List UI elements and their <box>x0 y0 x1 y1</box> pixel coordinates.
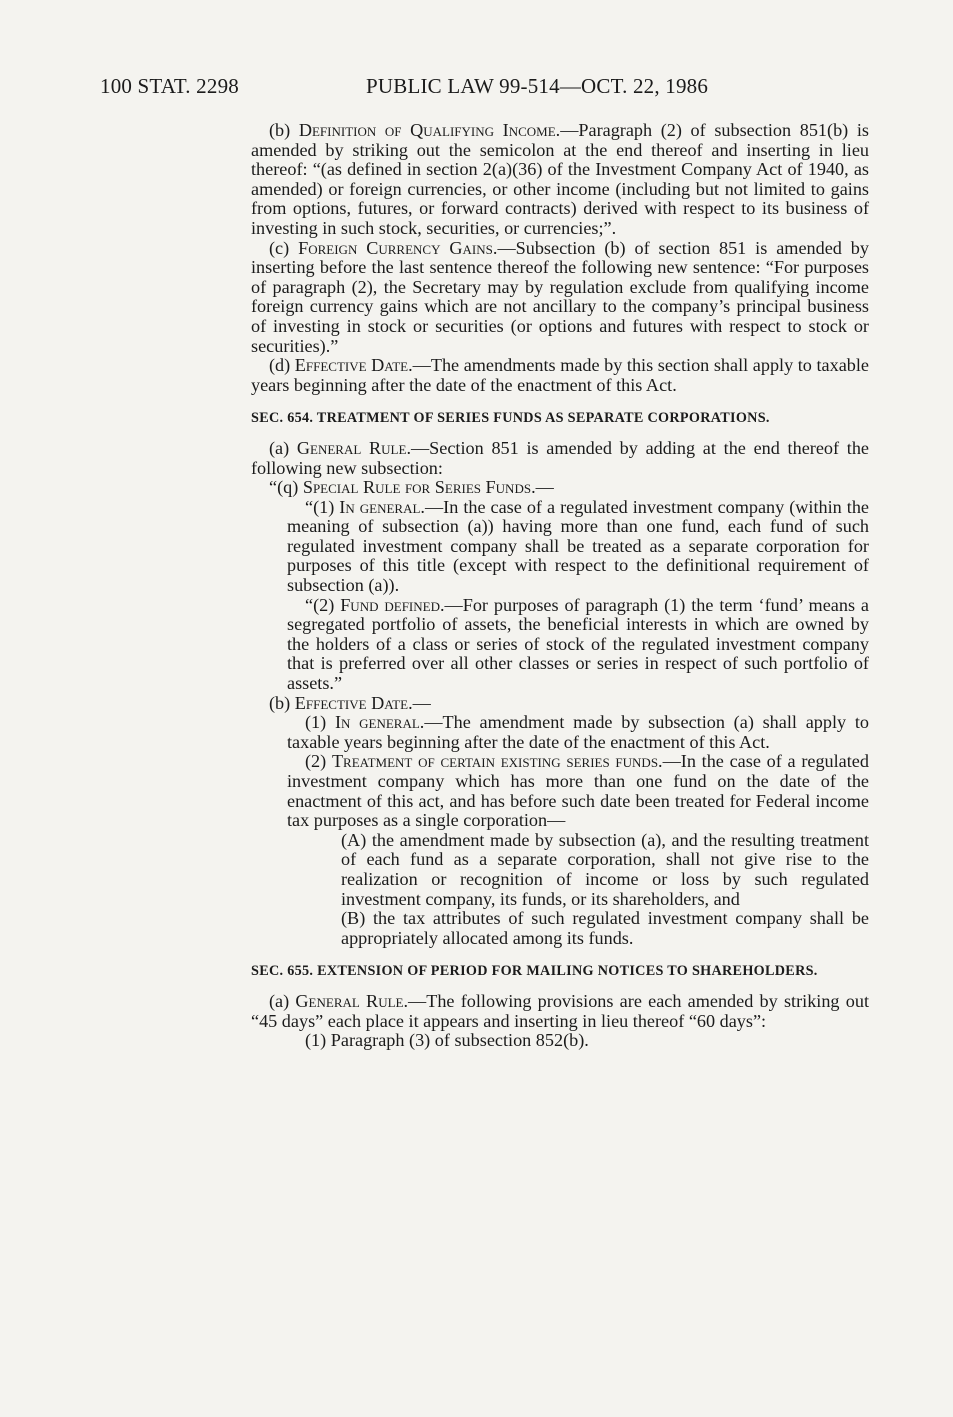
running-title: PUBLIC LAW 99-514—OCT. 22, 1986 <box>366 74 709 98</box>
heading-effective-date-654: Effective Date <box>294 692 409 713</box>
heading-treatment-existing-series-funds: Treatment of certain existing series funds <box>331 751 659 772</box>
paragraph-b2-existing-series-funds: (2) Treatment of certain existing series funds.—In the case of a regulated investment company which has more than one fund on the date of the enactment of this act, and has before such date been treated for Federal income tax purposes as a single corporation— <box>287 751 869 831</box>
heading-b1-in-general: In general <box>334 712 420 733</box>
paragraph-b-effective-date: (b) Effective Date.— <box>269 692 431 713</box>
paragraph-a-general-rule: (a) General Rule.—Section 851 is amended by adding at the end thereof the following new subsection: <box>251 437 869 478</box>
paragraph-d-effective-date: (d) Effective Date.—The amendments made by this section shall apply to taxable years beginning after the date of the enactment of this Act. <box>251 355 869 395</box>
paragraph-q-series-funds: “(q) Special Rule for Series Funds.— <box>269 477 554 498</box>
heading-definition-of-qualifying-income: Definition of Qualifying Income <box>298 120 556 140</box>
paragraph-b-definition: (b) Definition of Qualifying Income.—Paragraph (2) of subsection 851(b) is amended by striking out the semicolon at the end thereof and inserting in lieu thereof: “(as defined in section 2(a)(36) of the Investment Company Act of 1940, as amended) or foreign currencies, or other income (including but not limited to gains from options, futures, or forward contracts) derived with respect to its business of investing in such stock, securities, or currencies;”. <box>251 120 869 238</box>
section-655-heading: SEC. 655. EXTENSION OF PERIOD FOR MAILING NOTICES TO SHAREHOLDERS. <box>251 963 818 980</box>
paragraph-c-foreign-currency: (c) Foreign Currency Gains.—Subsection (b) of section 851 is amended by inserting before the last sentence thereof the following new sentence: “For purposes of paragraph (2), the Secretary may by regulation exclude from qualifying income foreign currency gains which are not ancillary to the company’s principal business of investing in stock or securities (or options and futures with respect to stock or securities).” <box>251 237 869 356</box>
subparagraph-B: (B) the tax attributes of such regulated investment company shall be appropriately allocated among its funds. <box>341 908 869 948</box>
paragraph-b1-in-general: (1) In general.—The amendment made by subsection (a) shall apply to taxable years beginning after the date of the enactment of this Act. <box>287 712 869 752</box>
heading-general-rule: General Rule <box>296 437 407 458</box>
section-654-heading: SEC. 654. TREATMENT OF SERIES FUNDS AS SEPARATE CORPORATIONS. <box>251 410 770 427</box>
document-body <box>251 121 869 1051</box>
subparagraph-A: (A) the amendment made by subsection (a), and the resulting treatment of each fund as a separate corporation, shall not give rise to the realization or recognition of income or loss by such regulated investment company, its funds, or its shareholders, and <box>341 829 869 909</box>
heading-special-rule-series-funds: Special Rule for Series Funds <box>302 477 532 498</box>
heading-foreign-currency-gains: Foreign Currency Gains <box>298 237 493 258</box>
heading-fund-defined: Fund defined <box>340 594 440 615</box>
paragraph-a-655-general-rule: (a) General Rule.—The following provisions are each amended by striking out “45 days” each place it appears and inserting in lieu thereof “60 days”: <box>251 990 870 1031</box>
paragraph-655-1: (1) Paragraph (3) of subsection 852(b). <box>305 1030 589 1051</box>
heading-in-general: In general <box>339 496 421 517</box>
heading-effective-date: Effective Date <box>294 355 409 376</box>
heading-general-rule-655: General Rule <box>295 990 404 1011</box>
page-reference: 100 STAT. 2298 <box>100 74 239 98</box>
paragraph-q2-fund-defined: “(2) Fund defined.—For purposes of paragraph (1) the term ‘fund’ means a segregated portfolio of assets, the beneficial interests in which are owned by the holders of a class or series of stock of the regulated investment company that is preferred over all other classes or series in respect of such portfolio of assets.” <box>287 594 869 694</box>
paragraph-q1-in-general: “(1) In general.—In the case of a regulated investment company (within the meaning of subsection (a)) having more than one fund, each fund of such regulated investment company shall be treated as a separate corporation for purposes of this title (except with respect to the definitional requirement of subsection (a)). <box>287 496 870 596</box>
